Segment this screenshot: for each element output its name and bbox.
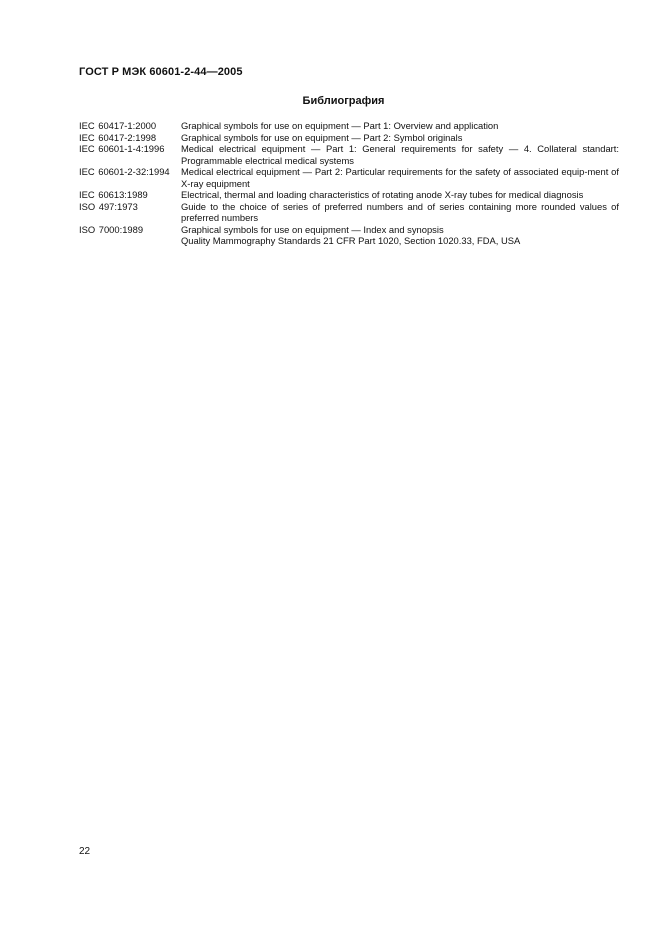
bibliography-entry: [79, 166, 619, 189]
bibliography-ref: IEC 60417-1:2000: [79, 120, 157, 131]
bibliography-ref: IEC 60601-1-4:1996: [79, 143, 165, 154]
bibliography-text: Graphical symbols for use on equipment — Index and synopsis: [181, 223, 444, 235]
bibliography-text: Graphical symbols for use on equipment — Part 2: Symbol originals: [181, 131, 463, 143]
bibliography-text: Guide to the choice of series of preferred numbers and of series containing more rounded values of preferred numbers: [181, 200, 619, 223]
page-number: 22: [79, 846, 91, 857]
bibliography-title: Библиография: [302, 95, 385, 107]
bibliography-ref: ISO 497:1973: [79, 200, 138, 212]
bibliography-entry: [79, 132, 619, 144]
bibliography-entry: [79, 120, 619, 132]
bibliography-text: Electrical, thermal and loading characteristics of rotating anode X-ray tubes for medical diagnosis: [181, 189, 584, 200]
document-code: ГОСТ Р МЭК 60601-2-44—2005: [79, 66, 243, 78]
bibliography-ref: ISO 7000:1989: [79, 223, 144, 235]
bibliography-ref: IEC 60601-2-32:1994: [79, 166, 170, 177]
bibliography-text: Quality Mammography Standards 21 CFR Part 1020, Section 1020.33, FDA, USA: [181, 235, 521, 246]
bibliography-list: [79, 120, 619, 247]
bibliography-ref: IEC 60417-2:1998: [79, 131, 157, 143]
bibliography-text: Medical electrical equipment — Part 1: General requirements for safety — 4. Collateral standart: Programmable electrical medical systems: [181, 143, 619, 166]
bibliography-entry: [79, 189, 619, 201]
bibliography-entry: [79, 201, 619, 224]
bibliography-ref: IEC 60613:1989: [79, 189, 148, 200]
bibliography-entry: [79, 224, 619, 236]
bibliography-entry: [79, 143, 619, 166]
bibliography-entry: [79, 235, 619, 247]
bibliography-text: Graphical symbols for use on equipment — Part 1: Overview and application: [181, 120, 499, 131]
bibliography-text: Medical electrical equipment — Part 2: Particular requirements for the safety of associated equip-ment of X-ray equipment: [181, 166, 619, 189]
